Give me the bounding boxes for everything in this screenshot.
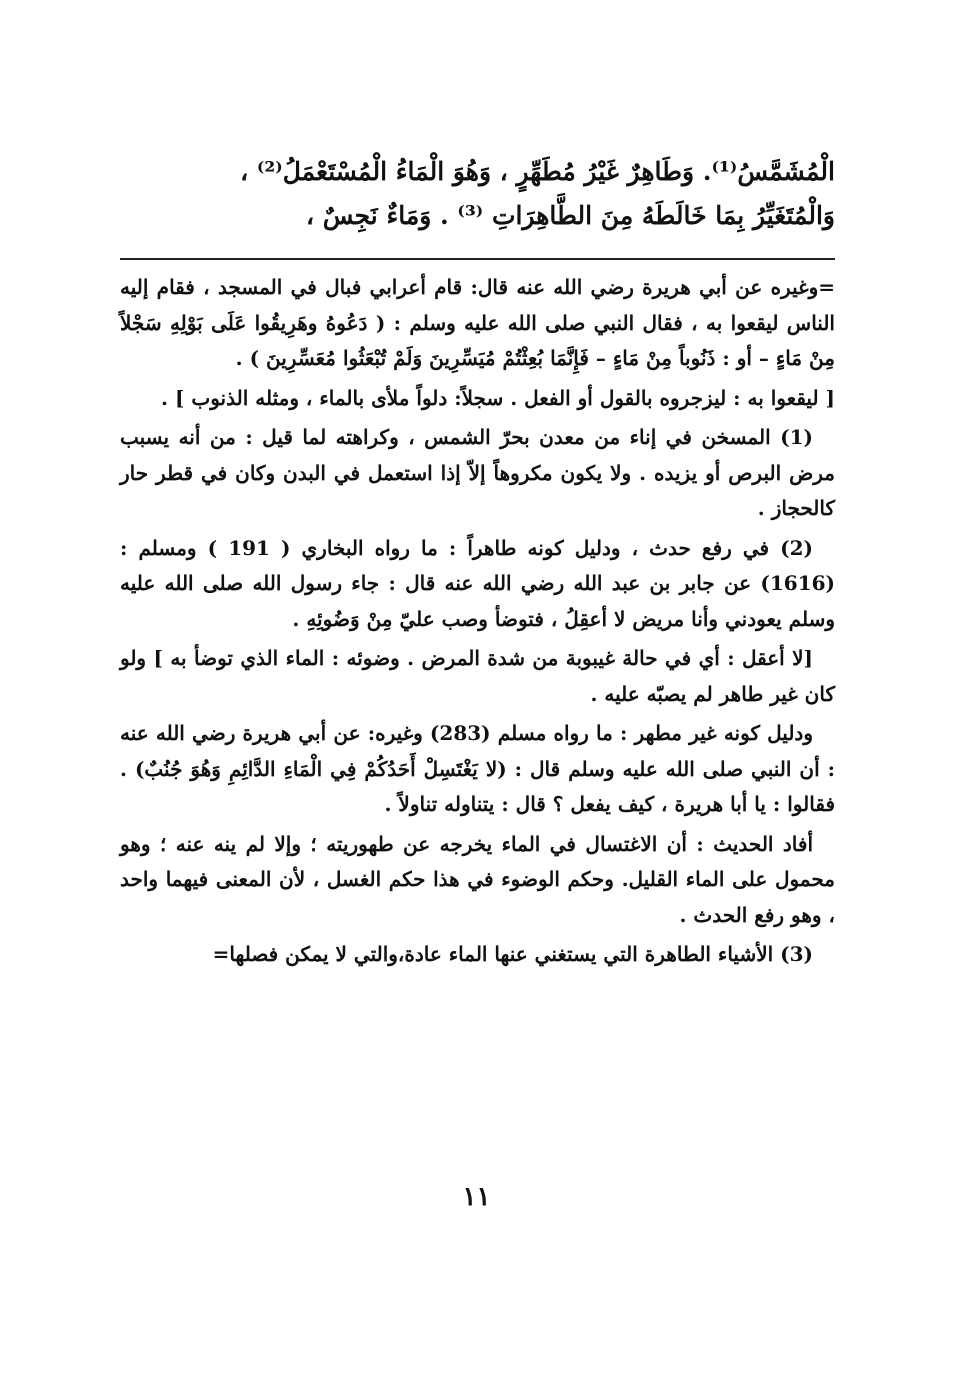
page-number: ١١ <box>462 1182 491 1212</box>
main-text <box>120 150 835 238</box>
footnote-continuation: =وغيره عن أبي هريرة رضي الله عنه قال: قام أعرابي فبال في المسجد ، فقام إليه الناس ليقعوا به ، فقال النبي صلى الله عليه وسلم : ( دَعُوهُ وهَرِيقُوا عَلَى بَوْلِهِ سَجْلاً مِنْ مَاءٍ – أو : ذَنُوباً مِنْ مَاءٍ – فَإِنَّمَا بُعِثْتُمْ مُيَسِّرِينَ وَلَمْ تُبْعَثُوا مُعَسِّرِينَ ) . <box>120 275 835 370</box>
main-text-line: وَالْمُتَغَيِّرُ بِمَا خَالَطَهُ مِنَ الطَّاهِرَاتِ ⁽³⁾ . وَمَاءٌ نَجِسٌ ، <box>306 201 835 230</box>
footnote-paragraph: أفاد الحديث : أن الاغتسال في الماء يخرجه عن طهوريته ؛ وإلا لم ينه عنه ؛ وهو محمول على الماء القليل. وحكم الوضوء في هذا حكم الغسل ، لأن المعنى فيهما واحد ، وهو رفع الحدث . <box>120 831 835 927</box>
footnote-paragraph: ودليل كونه غير مطهر : ما رواه مسلم (283) وغيره: عن أبي هريرة رضي الله عنه : أن النبي صلى الله عليه وسلم قال : (لا يَغْتَسِلْ أَحَدُكُمْ فِي الْمَاءِ الدَّائِمِ وَهُوَ جُنُبٌ) . فقالوا : يا أبا هريرة ، كيف يفعل ؟ قال : يتناوله تناولاً . <box>120 721 835 816</box>
footnote-gloss: [لا أعقل : أي في حالة غيبوبة من شدة المرض . وضوئه : الماء الذي توضأ به ] ولو كان غير طاهر لم يصبّه عليه . <box>120 646 835 706</box>
footnote-2: (2) في رفع حدث ، ودليل كونه طاهراً : ما رواه البخاري ( 191 ) ومسلم : (1616) عن جابر بن عبد الله رضي الله عنه قال : جاء رسول الله صلى الله عليه وسلم يعودني وأنا مريض لا أعقِلُ ، فتوضأ وصب عليّ مِنْ وَضُوئِهِ . <box>120 535 835 631</box>
footnote-divider <box>120 258 835 260</box>
main-text-line: الْمُشَمَّسُ⁽¹⁾. وَطَاهِرٌ غَيْرُ مُطَهِّرٍ ، وَهُوَ الْمَاءُ الْمُسْتَعْمَلُ⁽²⁾ ، <box>240 157 835 186</box>
footnote-1: (1) المسخن في إناء من معدن بحرّ الشمس ، وكراهته لما قيل : من أنه يسبب مرض البرص أو يزيده . ولا يكون مكروهاً إلاّ إذا استعمل في البدن وكان في قطر حار كالحجاز . <box>120 425 835 520</box>
footnote-3: (3) الأشياء الطاهرة التي يستغني عنها الماء عادة،والتي لا يمكن فصلها= <box>212 942 813 966</box>
footnotes <box>120 270 835 973</box>
footnote-gloss: [ ليقعوا به : ليزجروه بالقول أو الفعل . سجلاً: دلواً ملأى بالماء ، ومثله الذنوب ] . <box>161 385 835 410</box>
